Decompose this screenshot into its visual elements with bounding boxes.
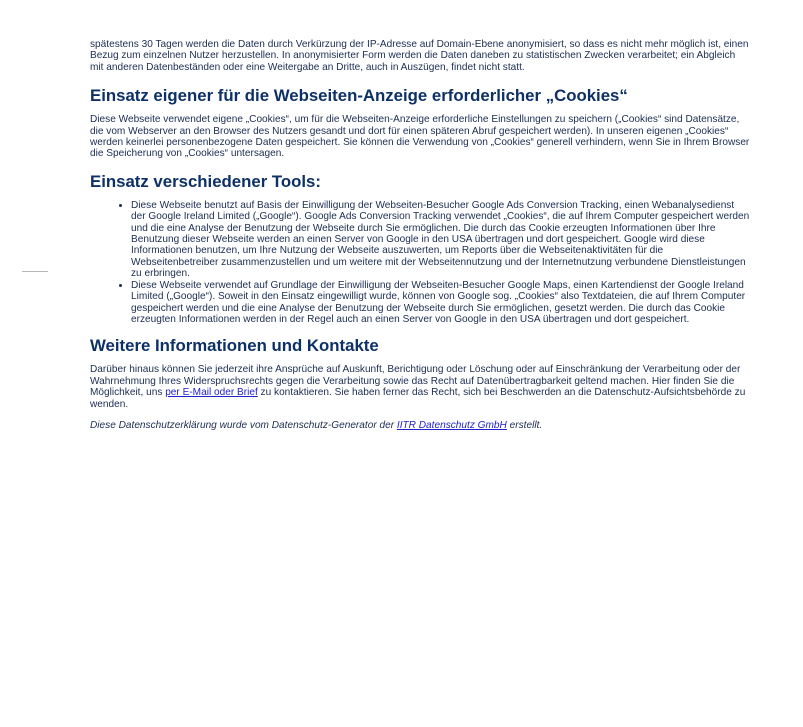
credit-text-end: erstellt. <box>506 419 543 431</box>
contact-text-end: zu kontaktieren. Sie haben ferner das Recht, sich bei Beschwerden an die Datenschutz-Aufsichtsbehörde zu wenden. <box>90 387 746 410</box>
contact-heading: Weitere Informationen und Kontakte <box>90 336 379 356</box>
contact-text-start: Darüber hinaus können Sie jederzeit ihre Ansprüche auf Auskunft, Berichtigung oder Löschung oder auf Einschränkung der Verarbeitung oder der Wahrnehmung Ihres Widerspruchsrechts gegen die Verarbeitung sowie das Recht auf Datenübertragbarkeit geltend machen. Hier finden Sie die Möglichkeit, uns <box>90 364 741 399</box>
credit-text-start: Diese Datenschutzerklärung wurde vom Datenschutz-Generator der <box>90 419 397 431</box>
cookies-paragraph: Diese Webseite verwendet eigene „Cookies“, um für die Webseiten-Anzeige erforderliche Einstellungen zu speichern („Cookies“ sind Datensätze, die vom Webserver an den Browser des Nutzers gesandt und dort für einen späteren Abruf gespeichert werden). In unseren eigenen „Cookies“ werden keinerlei personenbezogene Daten gespeichert. Sie können die Verwendung von „Cookies“ generell verhindern, wenn Sie in Ihrem Browser die Speicherung von „Cookies“ untersagen. <box>90 114 750 160</box>
list-item-google-maps: • Diese Webseite verwendet auf Grundlage der Einwilligung der Webseiten-Besucher Google Maps, einen Kartendienst der Google Ireland Limited („Google“). Soweit in den Einsatz eingewilligt wurde, können von Google sog. „Cookies“ also Textdateien, die auf Ihrem Computer gespeichert werden und die eine Analyse der Benutzung der Webseite durch Sie ermöglichen, gesetzt werden. Die durch das Cookie erzeugten Informationen werden in der Regel auch an einen Server von Google in den USA übertragen und dort gespeichert. <box>131 280 750 326</box>
list-item-google-ads: • Diese Webseite benutzt auf Basis der Einwilligung der Webseiten-Besucher Google Ads Conversion Tracking, einen Webanalysedienst der Google Ireland Limited („Google“). Google Ads Conversion Tracking verwendet „Cookies“, die auf Ihrem Computer gespeichert werden und die eine Analyse der Benutzung der Webseite durch Sie ermöglichen. Die durch das Cookie erzeugten Informationen über Ihre Benutzung dieser Webseite werden an einen Server von Google in den USA übertragen und dort gespeichert. Google wird diese Informationen benutzen, um Ihre Nutzung der Webseite auszuwerten, um Reports über die Webseitenaktivitäten für die Webseitenbetreiber zusammenzustellen und um weitere mit der Webseitennutzung und der Internetnutzung verbundene Dienstleistungen zu erbringen. <box>131 200 750 280</box>
side-divider <box>22 271 48 272</box>
iitr-link[interactable]: IITR Datenschutz GmbH <box>396 419 507 431</box>
tools-heading: Einsatz verschiedener Tools: <box>90 171 321 191</box>
credit-paragraph <box>90 420 750 431</box>
privacy-policy-content <box>90 39 750 431</box>
contact-paragraph <box>90 364 750 410</box>
contact-link[interactable]: per E-Mail oder Brief <box>165 387 258 399</box>
cookies-heading: Einsatz eigener für die Webseiten-Anzeige erforderlicher „Cookies“ <box>90 86 628 106</box>
intro-paragraph: spätestens 30 Tagen werden die Daten durch Verkürzung der IP-Adresse auf Domain-Ebene anonymisiert, so dass es nicht mehr möglich ist, einen Bezug zum einzelnen Nutzer herzustellen. In anonymisierter Form werden die Daten daneben zu statistischen Zwecken verarbeitet; ein Abgleich mit anderen Datenbeständen oder eine Weitergabe an Dritte, auch in Auszügen, findet nicht statt. <box>90 39 749 73</box>
tools-list <box>90 200 750 325</box>
